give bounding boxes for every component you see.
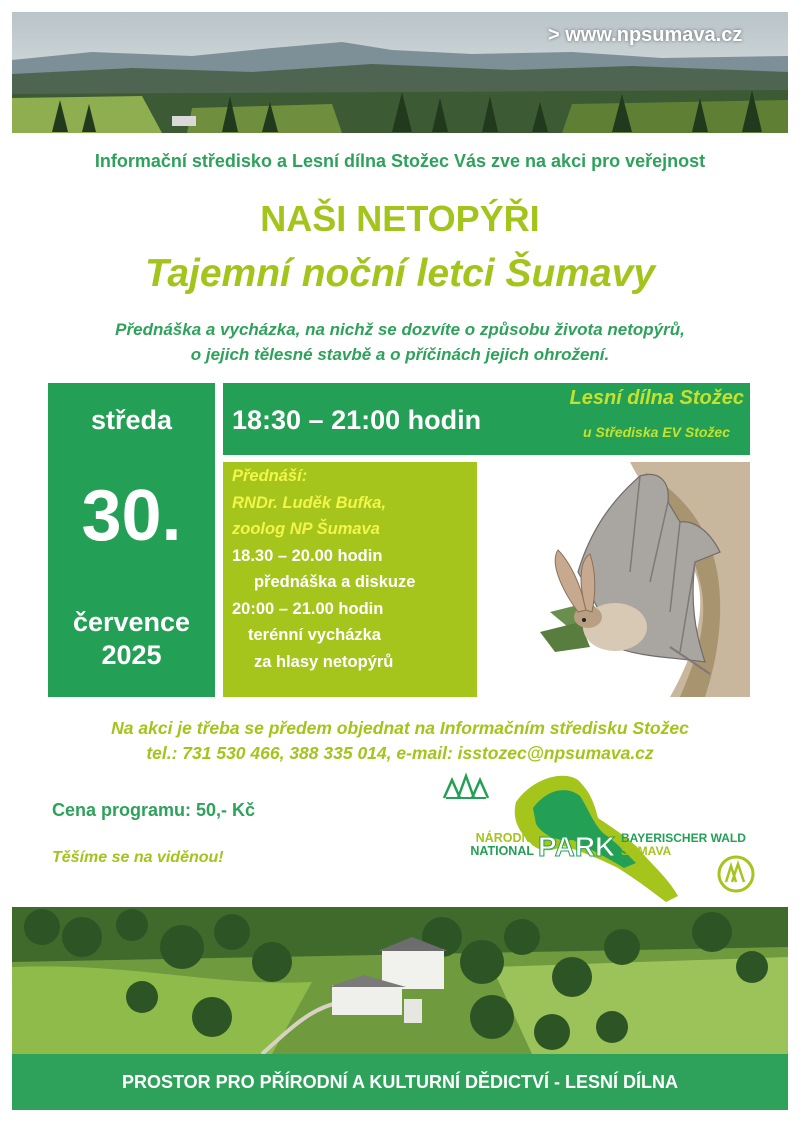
national-park-logo <box>438 768 768 904</box>
website-link[interactable]: > www.npsumava.cz <box>548 24 743 46</box>
bat-illustration <box>520 462 750 697</box>
date-day: 30. <box>81 476 182 556</box>
slot2-desc-2: za hlasy netopýrů <box>254 652 394 671</box>
logo-national: NATIONAL <box>470 844 534 858</box>
logo-park: PARK <box>538 831 616 862</box>
event-subtitle: Tajemní noční letci Šumavy <box>144 252 656 295</box>
event-title: NAŠI NETOPÝŘI <box>260 198 540 239</box>
date-year: 2025 <box>101 640 162 670</box>
date-month: července <box>72 607 191 637</box>
invite-text: Informační středisko a Lesní dílna Stožec Vás zve na akci pro veřejnost <box>94 151 706 171</box>
date-weekday: středa <box>90 405 173 435</box>
description-line-1: Přednáška a vycházka, na nichž se dozvíte o způsobu života netopýrů, <box>115 320 685 339</box>
description-line-2: o jejich tělesné stavbě a o příčinách jejich ohrožení. <box>190 345 610 364</box>
lecture-info-box <box>223 462 477 697</box>
footer-aerial-photo <box>12 907 788 1054</box>
greeting-text: Těšíme se na viděnou! <box>52 849 224 866</box>
date-box <box>48 383 215 697</box>
slot2-desc-1: terénní vycházka <box>248 626 381 644</box>
registration-line-1: Na akci je třeba se předem objednat na Informačním středisku Stožec <box>111 718 689 738</box>
venue-detail: u Střediska EV Stožec <box>582 424 730 440</box>
logo-sumava: ŠUMAVA <box>621 844 672 858</box>
event-time: 18:30 – 21:00 hodin <box>232 405 482 435</box>
venue-name: Lesní dílna Stožec <box>569 387 744 409</box>
lecturer-role: zoolog NP Šumava <box>232 520 380 538</box>
logo-narodni: NÁRODNÍ <box>475 831 534 845</box>
slot1-desc: přednáška a diskuze <box>254 573 416 591</box>
footer-banner: PROSTOR PRO PŘÍRODNÍ A KULTURNÍ DĚDICTVÍ - LESNÍ DÍLNA <box>12 1054 788 1110</box>
logo-bayerischer-wald: BAYERISCHER WALD <box>621 831 746 845</box>
lecturer-name: RNDr. Luděk Bufka, <box>232 493 387 512</box>
emblem-icon <box>719 857 753 891</box>
slot1-time: 18.30 – 20.00 hodin <box>232 546 383 565</box>
slot2-time: 20:00 – 21.00 hodin <box>232 599 384 618</box>
program-price: Cena programu: 50,- Kč <box>52 800 256 820</box>
lecturer-label: Přednáší: <box>232 467 308 485</box>
date-month-year <box>48 606 215 672</box>
time-venue-box <box>223 383 750 455</box>
trees-logo-icon <box>444 776 488 798</box>
registration-line-2: tel.: 731 530 466, 388 335 014, e-mail: isstozec@npsumava.cz <box>146 743 654 763</box>
